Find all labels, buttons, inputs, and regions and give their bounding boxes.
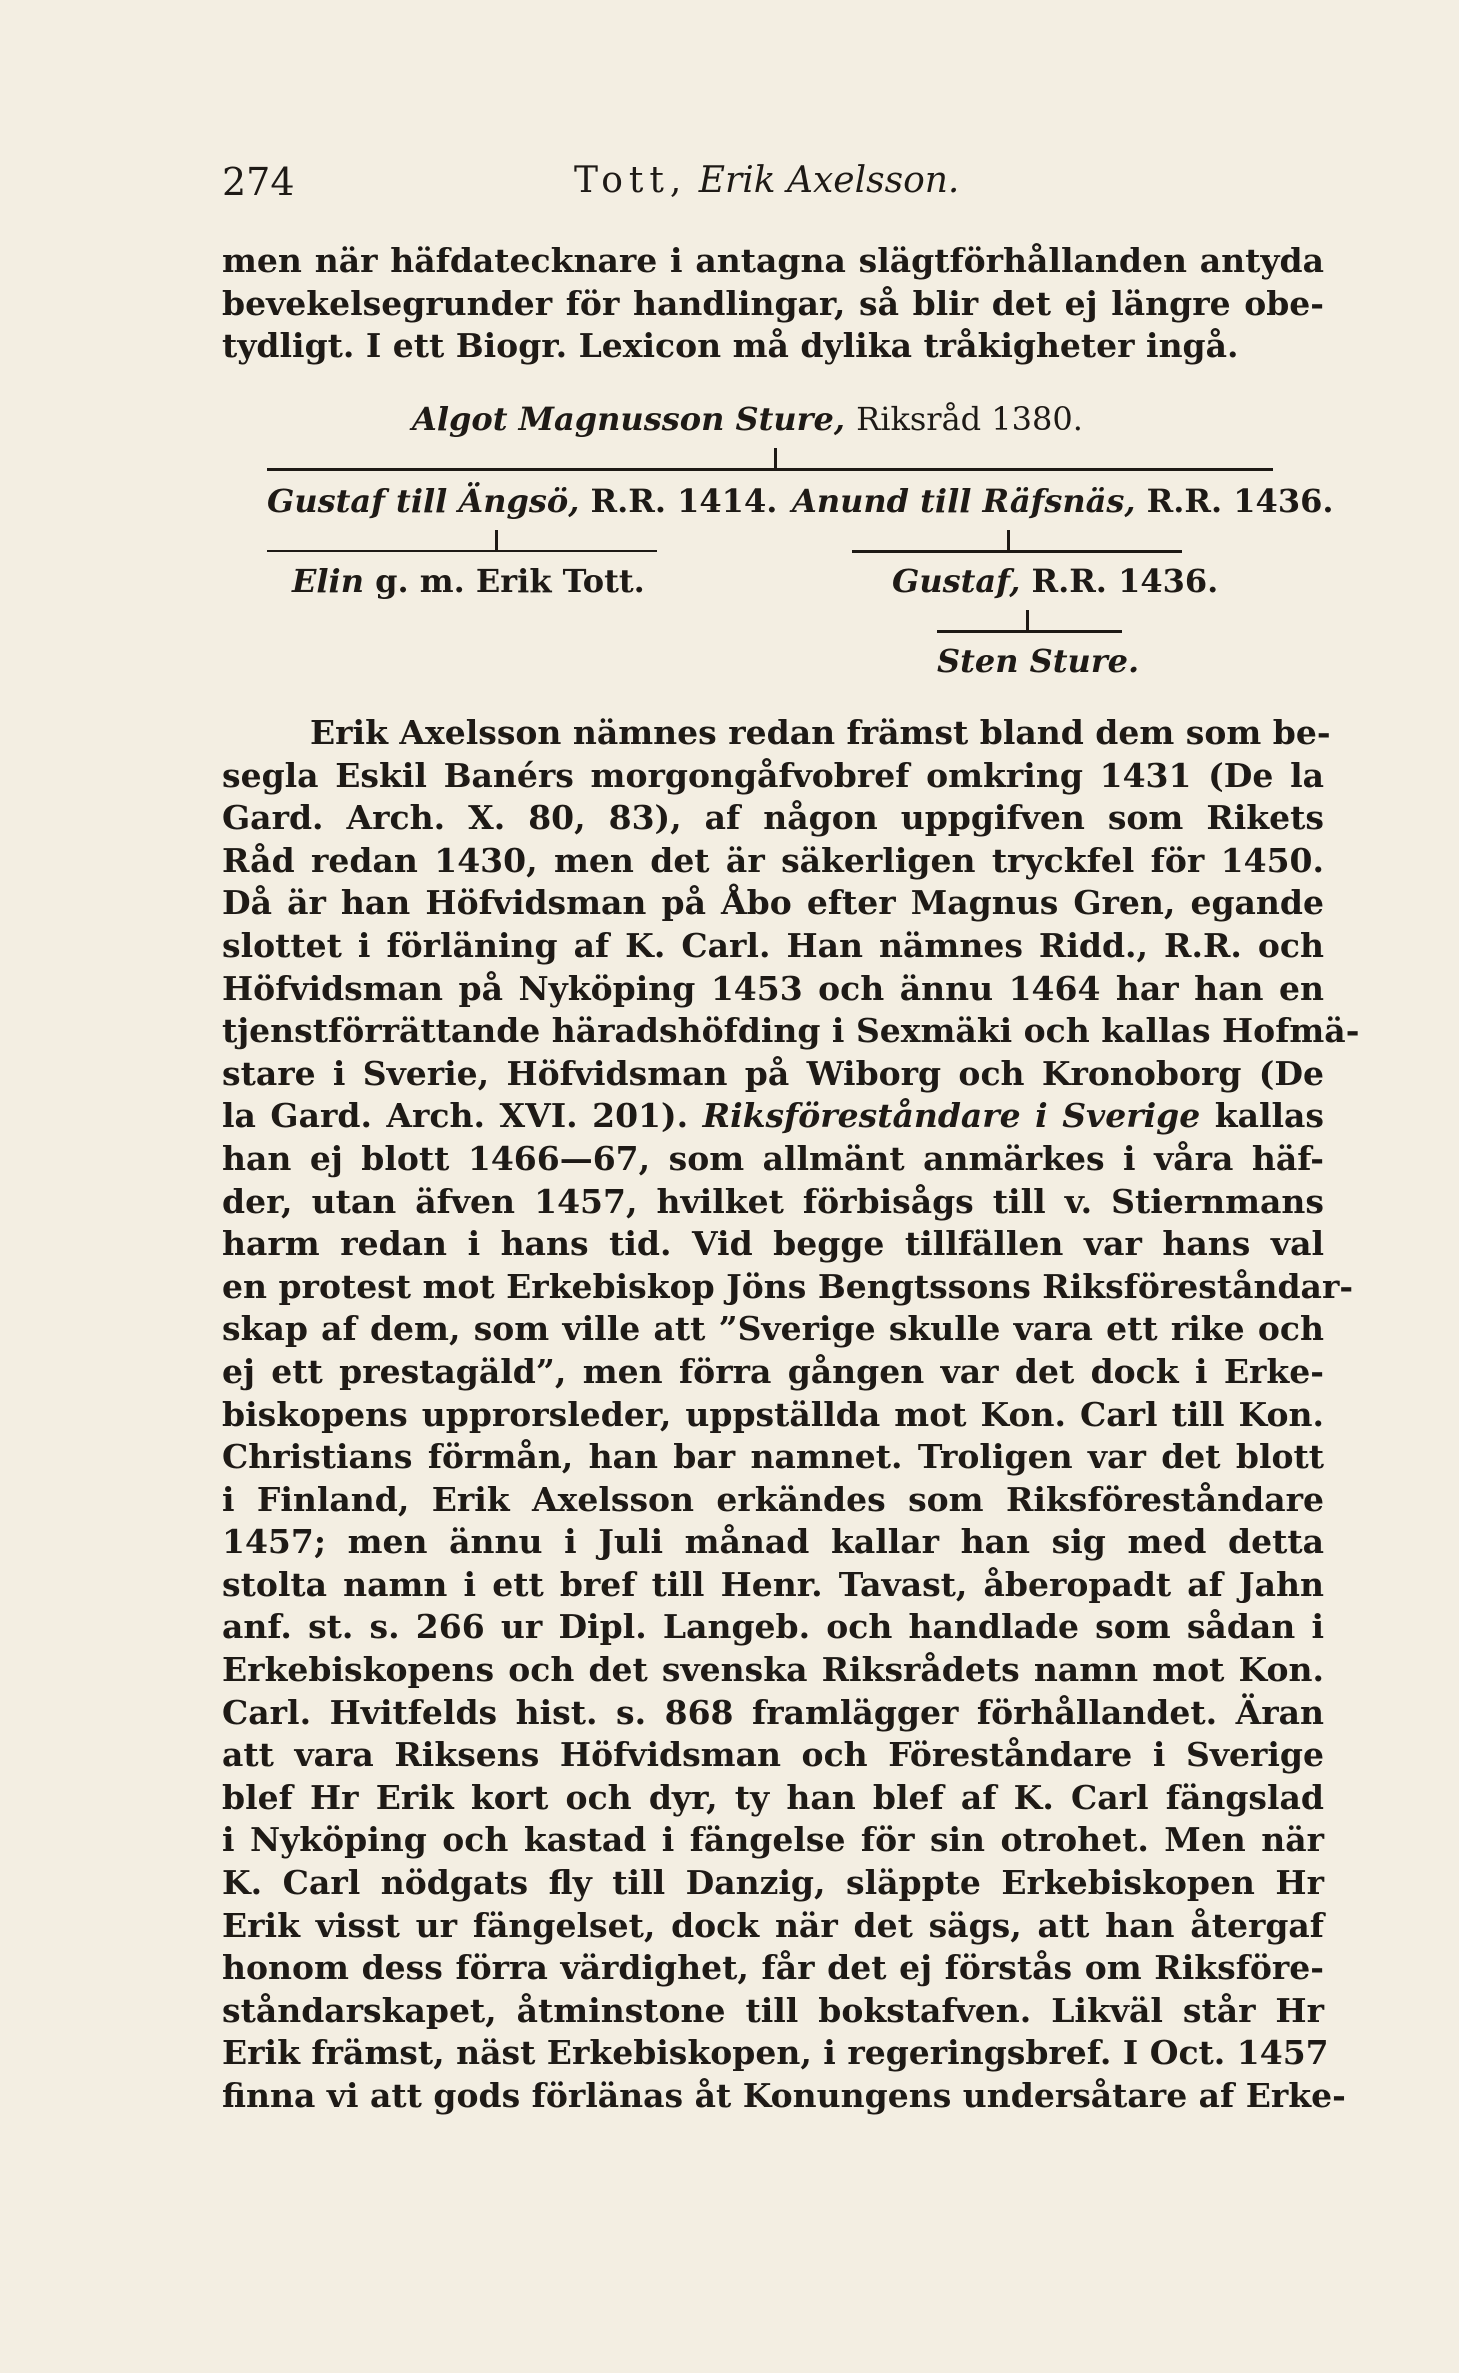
body-line: biskopens upprorsleder, uppställda mot Kon. Carl till Kon. bbox=[222, 1394, 1324, 1434]
body-line: finna vi att gods förlänas åt Konungens undersåtare af Erke- bbox=[222, 2076, 1346, 2115]
body-line: Carl. Hvitfelds hist. s. 868 framlägger förhållandet. Äran bbox=[222, 1692, 1324, 1732]
body-line: en protest mot Erkebiskop Jöns Bengtssons Riksföreståndar- bbox=[222, 1266, 1354, 1306]
body-line: segla Eskil Banérs morgongåfvobref omkring 1431 (De la bbox=[222, 755, 1324, 795]
body-line: stolta namn i ett bref till Henr. Tavast, åberopadt af Jahn bbox=[222, 1564, 1324, 1604]
body-line: Erik visst ur fängelset, dock när det sägs, att han återgaf bbox=[222, 1905, 1324, 1945]
genealogy-chart bbox=[222, 390, 1334, 690]
connector-line bbox=[852, 550, 1182, 553]
connector-tick bbox=[1007, 530, 1010, 550]
body-line: Erkebiskopens och det svenska Riksrådets namn mot Kon. bbox=[222, 1650, 1324, 1690]
body-line: 1457; men ännu i Juli månad kallar han sig med detta bbox=[222, 1522, 1324, 1562]
body-line: tjenstförrättande häradshöfding i Sexmäki och kallas Hofmä- bbox=[222, 1011, 1360, 1051]
body-line: Erik Axelsson nämnes redan främst bland dem som be- bbox=[310, 713, 1331, 752]
body-line: anf. st. s. 266 ur Dipl. Langeb. och handlade som sådan i bbox=[222, 1607, 1324, 1647]
page-number: 274 bbox=[222, 160, 295, 204]
body-line: han ej blott 1466—67, som allmänt anmärkes i våra häf- bbox=[222, 1138, 1324, 1178]
body-paragraph bbox=[222, 712, 1360, 2118]
italic-phrase: Riksföreståndare i Sverige bbox=[702, 1096, 1201, 1136]
connector-line bbox=[267, 468, 1273, 471]
body-line: Då är han Höfvidsman på Åbo efter Magnus Gren, egande bbox=[222, 883, 1324, 923]
body-line: der, utan äfven 1457, hvilket förbisågs till v. Stiernmans bbox=[222, 1181, 1324, 1221]
body-line: la Gard. Arch. XVI. 201). Riksföreståndare i Sverige kallas bbox=[222, 1096, 1324, 1136]
genealogy-grandchild: Sten Sture. bbox=[937, 642, 1140, 680]
body-line: Christians förmån, han bar namnet. Troligen var det blott bbox=[222, 1437, 1324, 1477]
connector-tick bbox=[774, 448, 777, 468]
body-line: slottet i förläning af K. Carl. Han nämnes Ridd., R.R. och bbox=[222, 925, 1324, 965]
connector-tick bbox=[495, 530, 498, 550]
body-line: K. Carl nödgats fly till Danzig, släppte Erkebiskopen Hr bbox=[222, 1863, 1324, 1903]
genealogy-left-branch: Gustaf till Ängsö, R.R. 1414. bbox=[267, 482, 778, 520]
connector-line bbox=[937, 630, 1122, 633]
body-line: i Finland, Erik Axelsson erkändes som Riksföreståndare bbox=[222, 1479, 1324, 1519]
running-head-subject: Erik Axelsson. bbox=[698, 160, 960, 201]
body-line: honom dess förra värdighet, får det ej förstås om Riksföre- bbox=[222, 1948, 1324, 1988]
body-line: i Nyköping och kastad i fängelse för sin otrohet. Men när bbox=[222, 1820, 1324, 1860]
intro-line: tydligt. I ett Biogr. Lexicon må dylika tråkigheter ingå. bbox=[222, 326, 1239, 366]
body-line: harm redan i hans tid. Vid begge tillfällen var hans val bbox=[222, 1224, 1324, 1264]
intro-paragraph bbox=[222, 240, 1324, 368]
body-line: Erik främst, näst Erkebiskopen, i regeringsbref. I Oct. 1457 bbox=[222, 2033, 1329, 2073]
body-line: blef Hr Erik kort och dyr, ty han blef af K. Carl fängslad bbox=[222, 1777, 1324, 1817]
body-line: ståndarskapet, åtminstone till bokstafven. Likväl står Hr bbox=[222, 1990, 1324, 2030]
genealogy-left-child: Elin g. m. Erik Tott. bbox=[292, 562, 645, 600]
intro-line: men när häfdatecknare i antagna slägtförhållanden antyda bbox=[222, 241, 1324, 280]
body-line: ej ett prestagäld”, men förra gången var det dock i Erke- bbox=[222, 1351, 1324, 1391]
body-line: skap af dem, som ville att ”Sverige skulle vara ett rike och bbox=[222, 1309, 1324, 1349]
running-head-name: Tott, bbox=[574, 160, 688, 201]
body-line: Råd redan 1430, men det är säkerligen tryckfel för 1450. bbox=[222, 840, 1324, 880]
connector-line bbox=[267, 550, 657, 552]
connector-tick bbox=[1026, 610, 1029, 630]
genealogy-root: Algot Magnusson Sture, Riksråd 1380. bbox=[412, 400, 1083, 438]
genealogy-right-branch: Anund till Räfsnäs, R.R. 1436. bbox=[792, 482, 1334, 520]
running-head bbox=[574, 160, 959, 201]
body-line: Höfvidsman på Nyköping 1453 och ännu 1464 har han en bbox=[222, 968, 1324, 1008]
body-line: stare i Sverie, Höfvidsman på Wiborg och Kronoborg (De bbox=[222, 1053, 1324, 1093]
body-line: att vara Riksens Höfvidsman och Föreståndare i Sverige bbox=[222, 1735, 1324, 1775]
body-line: Gard. Arch. X. 80, 83), af någon uppgifven som Rikets bbox=[222, 798, 1324, 838]
intro-line: bevekelsegrunder för handlingar, så blir det ej längre obe- bbox=[222, 283, 1324, 323]
genealogy-right-child: Gustaf, R.R. 1436. bbox=[892, 562, 1219, 600]
page-header bbox=[222, 160, 1322, 210]
